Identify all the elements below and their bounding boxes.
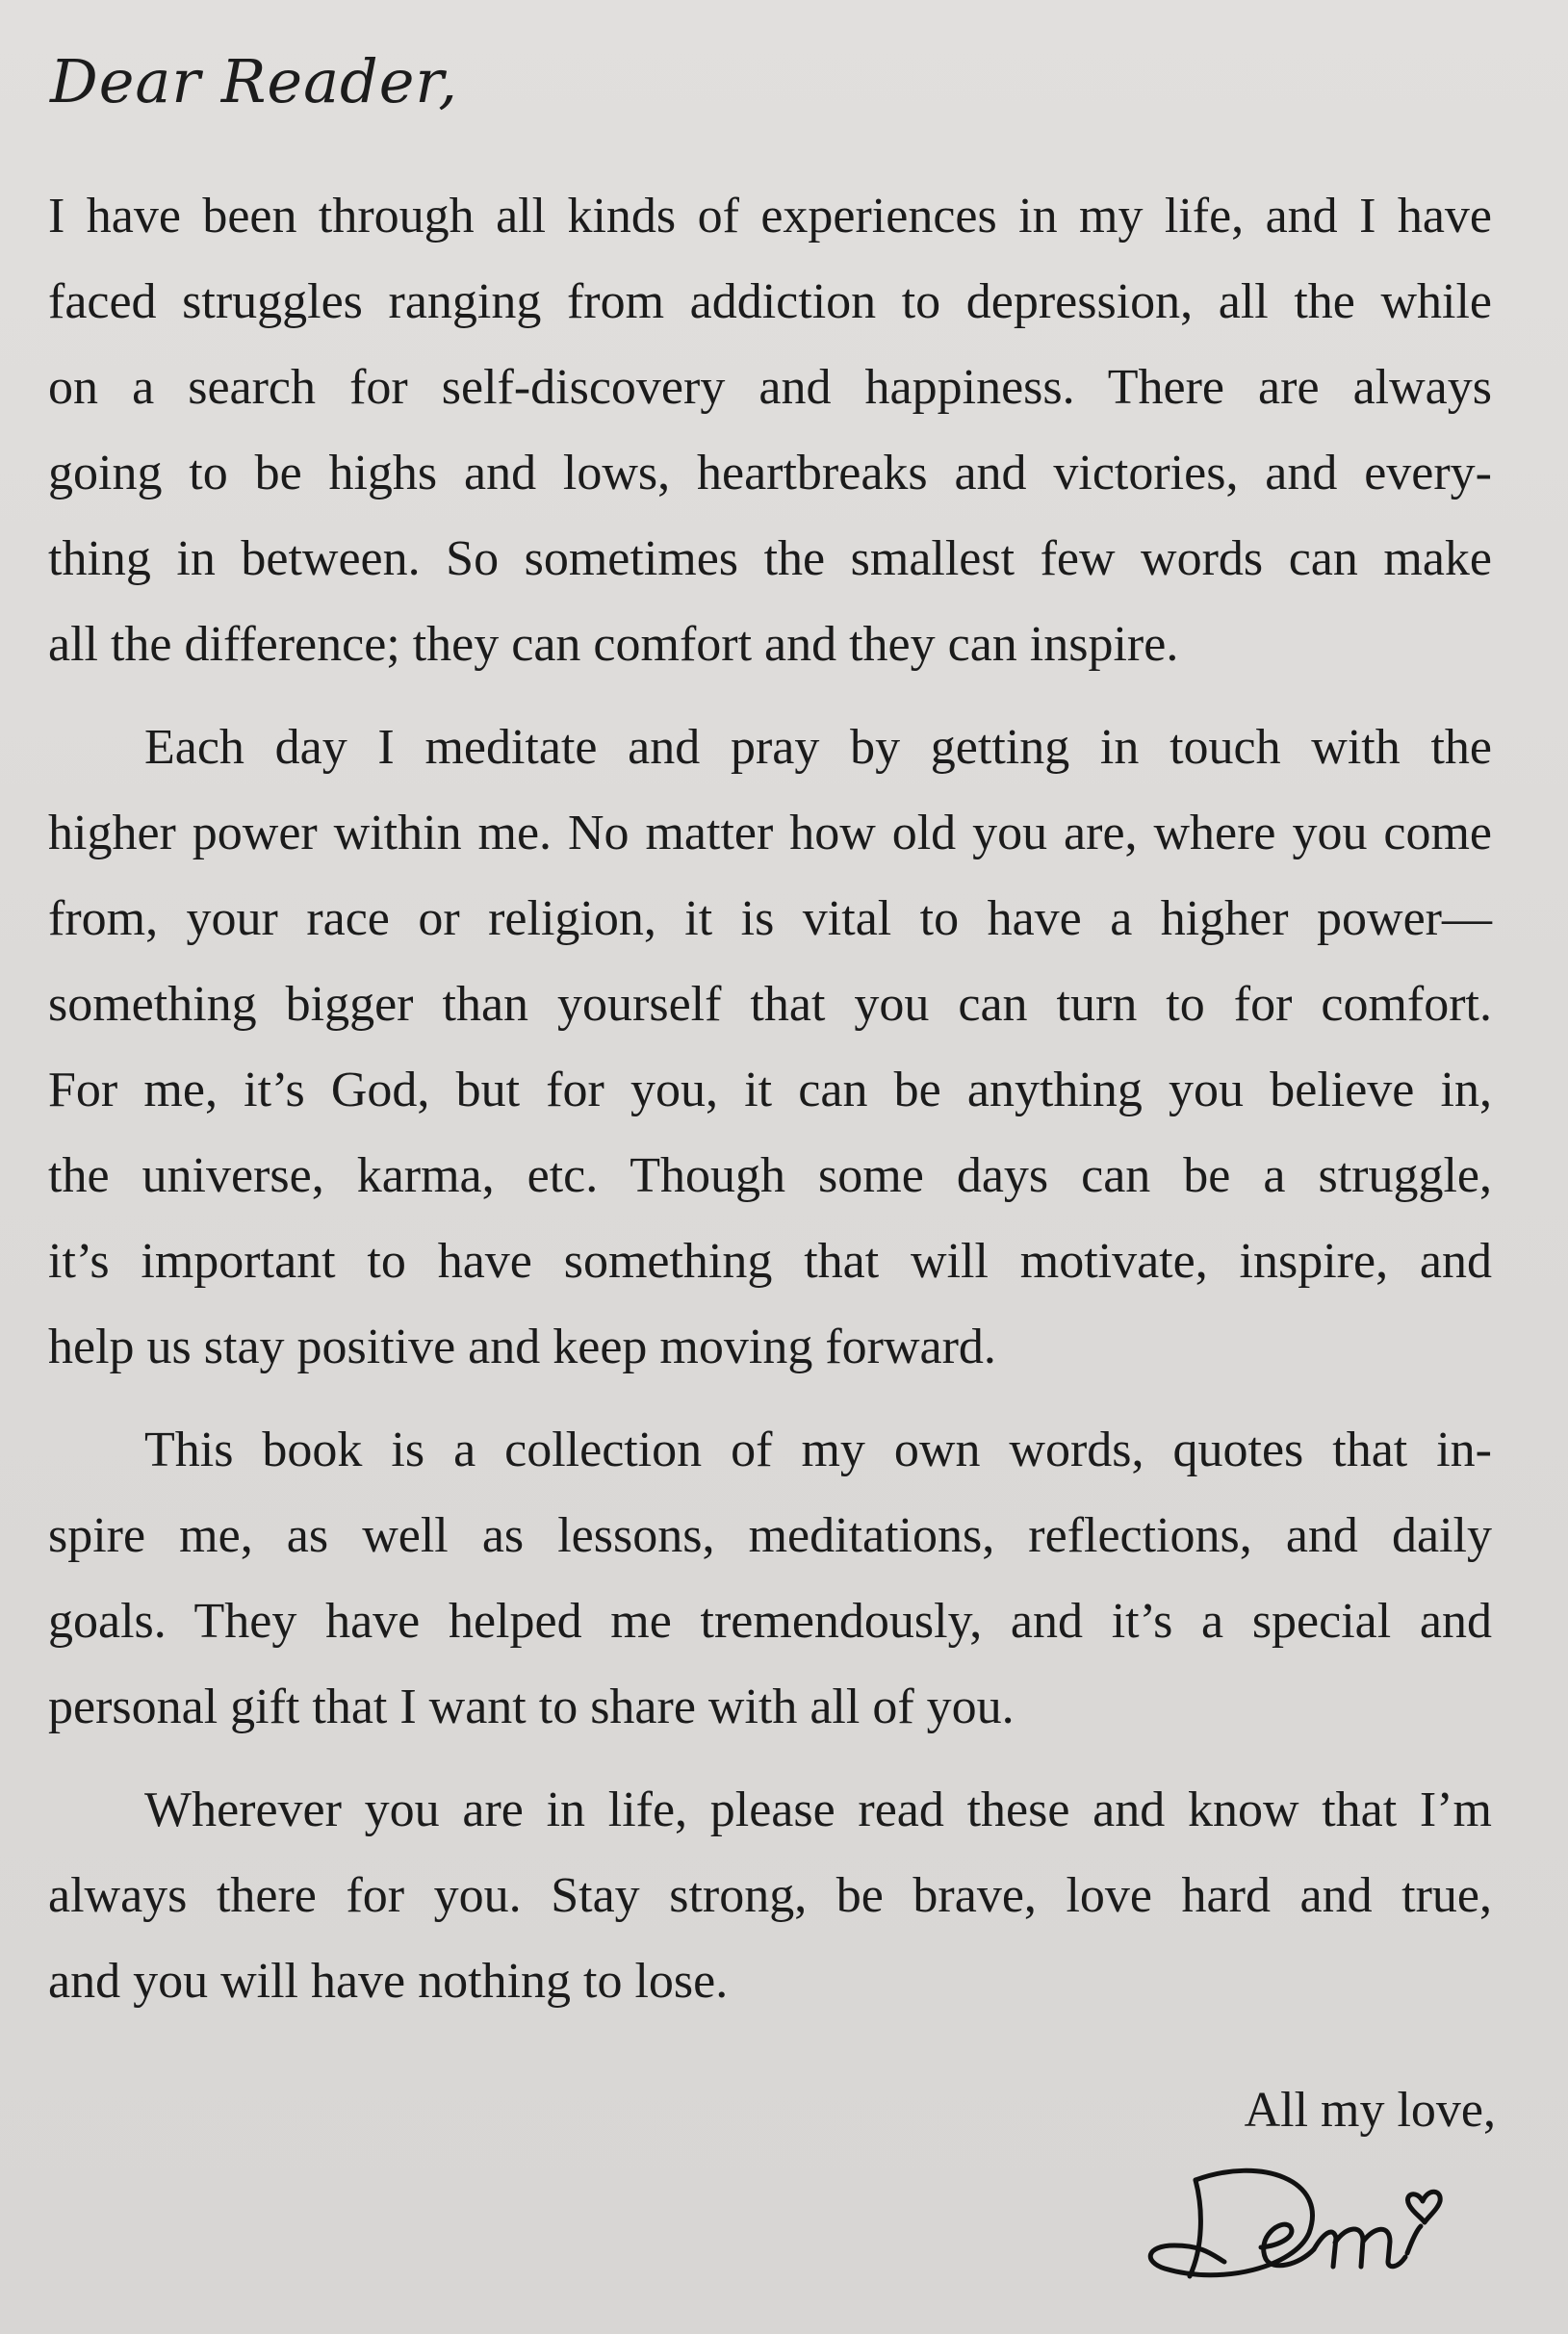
text-line: I have been through all kinds of experiences in my life, and I have	[48, 189, 1492, 244]
text-line: This book is a collection of my own words, quotes that in-	[144, 1423, 1492, 1477]
text-line: the universe, karma, etc. Though some days can be a struggle,	[48, 1148, 1492, 1203]
text-line: on a search for self-discovery and happiness. There are always	[48, 360, 1492, 415]
text-line: Wherever you are in life, please read these and know that I’m	[144, 1783, 1492, 1837]
text-line: and you will have nothing to lose.	[48, 1954, 729, 2009]
text-line: from, your race or religion, it is vital to have a higher power—	[48, 891, 1492, 946]
text-line: all the difference; they can comfort and they can inspire.	[48, 617, 1179, 672]
text-line: something bigger than yourself that you can turn to for comfort.	[48, 977, 1492, 1032]
paragraph	[48, 1767, 1492, 2024]
text-line: personal gift that I want to share with all of you.	[48, 1680, 1015, 1734]
salutation: Dear Reader,	[50, 46, 458, 116]
text-line: always there for you. Stay strong, be brave, love hard and true,	[48, 1868, 1492, 1923]
letter-body	[48, 173, 1492, 2041]
text-line: higher power within me. No matter how old you are, where you come	[48, 806, 1492, 860]
text-line: thing in between. So sometimes the smallest few words can make	[48, 531, 1492, 586]
paragraph	[48, 705, 1492, 1390]
text-line: spire me, as well as lessons, meditations, reflections, and daily	[48, 1508, 1492, 1563]
text-line: Each day I meditate and pray by getting in touch with the	[144, 720, 1492, 775]
paragraph	[48, 1407, 1492, 1750]
text-line: goals. They have helped me tremendously, and it’s a special and	[48, 1594, 1492, 1649]
closing: All my love,	[1244, 2083, 1496, 2138]
text-line: going to be highs and lows, heartbreaks and victories, and every-	[48, 446, 1492, 500]
text-line: faced struggles ranging from addiction to depression, all the while	[48, 274, 1492, 329]
text-line: it’s important to have something that will motivate, inspire, and	[48, 1234, 1492, 1289]
text-line: For me, it’s God, but for you, it can be anything you believe in,	[48, 1063, 1492, 1117]
handwritten-signature	[1136, 2142, 1516, 2286]
paragraph	[48, 173, 1492, 687]
text-line: help us stay positive and keep moving forward.	[48, 1320, 996, 1374]
